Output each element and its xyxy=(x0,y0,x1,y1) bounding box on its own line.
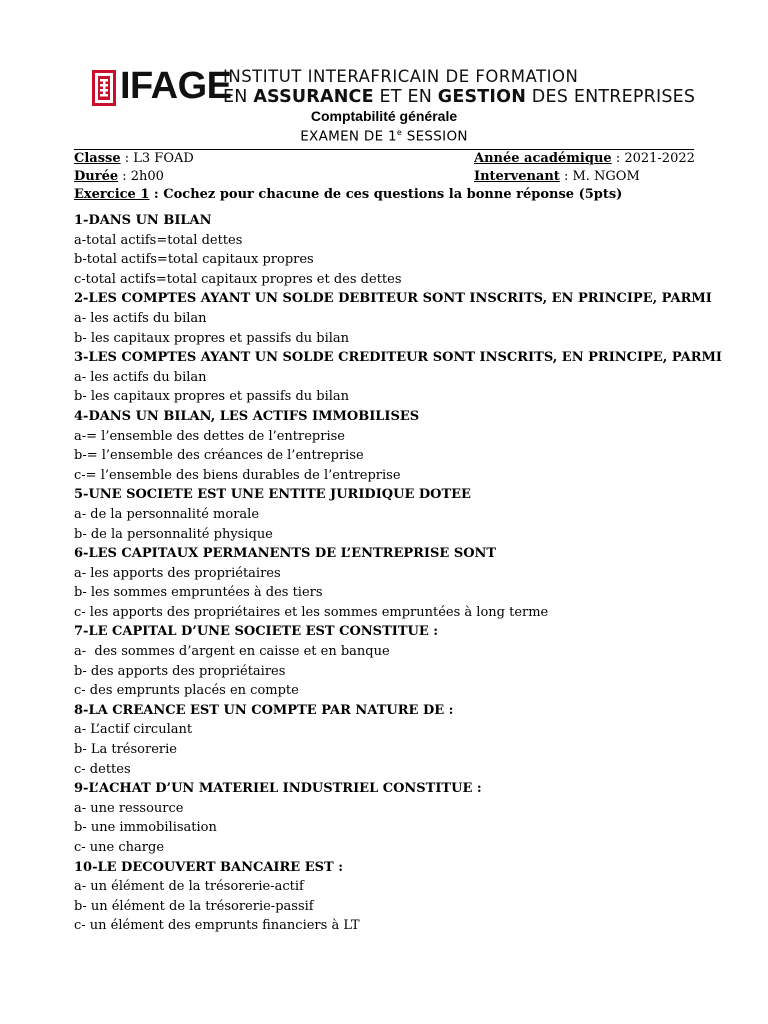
answer-option[interactable]: a- de la personnalité morale xyxy=(74,506,260,522)
answer-option[interactable]: c- dettes xyxy=(74,761,131,777)
answer-option[interactable]: b- les capitaux propres et passifs du bilan xyxy=(74,330,350,346)
answer-option[interactable]: a-total actifs=total dettes xyxy=(74,232,243,248)
answer-option[interactable]: a- L’actif circulant xyxy=(74,722,193,738)
answer-option[interactable]: b- La trésorerie xyxy=(74,742,177,758)
institution-name-line2: EN ASSURANCE ET EN GESTION DES ENTREPRISES xyxy=(223,87,696,107)
question-list xyxy=(74,211,723,936)
subject-title: Comptabilité générale xyxy=(310,108,458,124)
exercise-instructions: Exercice 1 : Cochez pour chacune de ces questions la bonne réponse (5pts) xyxy=(74,187,623,202)
question-title: 7-LE CAPITAL D’UNE SOCIETE EST CONSTITUE : xyxy=(74,624,439,640)
answer-option[interactable]: a- les actifs du bilan xyxy=(74,369,207,385)
answer-option[interactable]: c- des emprunts placés en compte xyxy=(74,683,299,699)
classe-field: Classe : L3 FOAD xyxy=(74,151,194,166)
answer-option[interactable]: c-= l’ensemble des biens durables de l’entreprise xyxy=(74,467,401,483)
ifage-logo-icon xyxy=(92,70,116,106)
question-title: 1-DANS UN BILAN xyxy=(74,213,212,228)
question-block xyxy=(74,622,714,700)
duree-field: Durée : 2h00 xyxy=(74,169,164,184)
question-title: 9-L’ACHAT D’UN MATERIEL INDUSTRIEL CONSTITUE : xyxy=(74,781,482,797)
answer-option[interactable]: b- les sommes empruntées à des tiers xyxy=(74,585,323,601)
institution-name xyxy=(223,67,695,107)
question-block xyxy=(74,407,714,485)
question-title: 2-LES COMPTES AYANT UN SOLDE DEBITEUR SONT INSCRITS, EN PRINCIPE, PARMI xyxy=(74,291,712,307)
question-block xyxy=(74,779,714,857)
question-block xyxy=(74,858,714,936)
annee-field: Année académique : 2021-2022 xyxy=(474,151,695,166)
answer-option[interactable]: b- de la personnalité physique xyxy=(74,526,273,542)
answer-option[interactable]: c-total actifs=total capitaux propres et des dettes xyxy=(74,271,402,287)
answer-option[interactable]: a- un élément de la trésorerie-actif xyxy=(74,879,304,895)
answer-option[interactable]: b-total actifs=total capitaux propres xyxy=(74,252,314,268)
question-block xyxy=(74,544,714,622)
answer-option[interactable]: a- des sommes d’argent en caisse et en banque xyxy=(74,644,390,660)
answer-option[interactable]: b- un élément de la trésorerie-passif xyxy=(74,898,314,914)
question-title: 4-DANS UN BILAN, LES ACTIFS IMMOBILISES xyxy=(74,408,420,424)
question-block xyxy=(74,701,714,779)
institution-name-line1: INSTITUT INTERAFRICAIN DE FORMATION xyxy=(223,67,579,86)
answer-option[interactable]: a- les apports des propriétaires xyxy=(74,565,281,581)
question-block xyxy=(74,211,714,289)
institution-header xyxy=(92,65,696,108)
answer-option[interactable]: a-= l’ensemble des dettes de l’entreprise xyxy=(74,428,345,444)
answer-option[interactable]: c- une charge xyxy=(74,840,165,855)
intervenant-field: Intervenant : M. NGOM xyxy=(474,169,640,184)
question-title: 6-LES CAPITAUX PERMANENTS DE L’ENTREPRISE SONT xyxy=(74,546,497,562)
logo-wordmark: IFAGE xyxy=(120,65,232,107)
meta-row-duration-teacher xyxy=(74,168,694,186)
answer-option[interactable]: b-= l’ensemble des créances de l’entreprise xyxy=(74,448,364,464)
question-block xyxy=(74,348,723,407)
question-title: 3-LES COMPTES AYANT UN SOLDE CREDITEUR SONT INSCRITS, EN PRINCIPE, PARMI xyxy=(74,350,723,366)
question-block xyxy=(74,485,714,544)
exam-session-title: EXAMEN DE 1e SESSION xyxy=(300,128,468,145)
question-block xyxy=(74,289,714,348)
answer-option[interactable]: b- une immobilisation xyxy=(74,820,217,836)
answer-option[interactable]: c- les apports des propriétaires et les sommes empruntées à long terme xyxy=(74,604,549,620)
answer-option[interactable]: b- des apports des propriétaires xyxy=(74,663,286,679)
meta-row-class-year xyxy=(74,150,694,168)
answer-option[interactable]: c- un élément des emprunts financiers à LT xyxy=(74,918,360,934)
question-title: 5-UNE SOCIETE EST UNE ENTITE JURIDIQUE DOTEE xyxy=(74,487,471,503)
question-title: 8-LA CREANCE EST UN COMPTE PAR NATURE DE : xyxy=(74,702,454,718)
answer-option[interactable]: b- les capitaux propres et passifs du bilan xyxy=(74,389,350,405)
answer-option[interactable]: a- une ressource xyxy=(74,800,184,816)
answer-option[interactable]: a- les actifs du bilan xyxy=(74,310,207,326)
question-title: 10-LE DECOUVERT BANCAIRE EST : xyxy=(74,859,344,875)
